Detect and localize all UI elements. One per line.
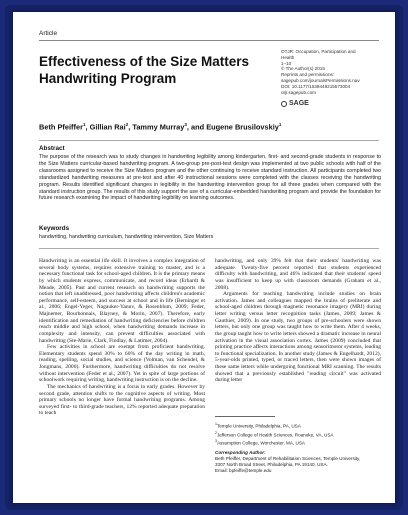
journal-line: © The Author(s) 2015	[281, 66, 325, 72]
body-paragraph: Few activities in school are exempt from proficient handwriting. Elementary students spend 30% to 60% of the day writing in math, reading, spelling, social studies, and science (Volman, van Schendel, & Jongmans, 2006). Furthermore, handwriting difficulties do not resolve without intervention (Feder et al., 2007). Yet in spite of large portions of schoolwork requiring writing, handwriting instruction is on the decline.	[39, 344, 205, 384]
correspondence-heading: Corresponding Author:	[215, 449, 266, 455]
body-paragraph: Arguments for teaching handwriting include studies on brain activation. James and colleagues mapped the brains of preliterate and school-aged children through magnetic resonance imagery (MRI) during letter writing versus letter recognition tasks (James, 2009; James & Gauthier, 2009). In one study, two groups of pre-schoolers were shown letters, but only one group was taught how to write them. After 4 weeks, the group taught how to write letters showed a dramatic increase in neural activation in the visual association cortex. James (2009) concluded that printing practice affects interactions among sensorimotor systems, leading to functional specialization. In another study (James & Engelhardt, 2012), 5-year-olds printed, typed, or traced letters, then were shown images of these same letters while undergoing functional MRI scanning. The results showed that a previously established "reading circuit" was activated during letter	[215, 291, 381, 384]
journal-line: Health	[281, 54, 295, 60]
keywords-heading: Keywords	[39, 225, 70, 232]
author-list: Beth Pfeiffer$^1$, Gillian Rai$^2$, Tammy Murray$^3$, and Eugene Brusilovskiy$^1$	[39, 122, 282, 132]
affiliation-line: $^3$Assumption College, Worchester, MA, USA	[215, 439, 305, 446]
author-affiliation-mark: 1	[278, 122, 282, 127]
author-affiliation-mark: 3	[184, 122, 187, 127]
article-title	[39, 54, 269, 87]
journal-line: sagepub.com/journalsPermissions.nav	[281, 77, 360, 83]
journal-info	[281, 49, 391, 95]
journal-line: Reprints and permissions:	[281, 72, 335, 78]
author-name: Tammy Murray	[132, 122, 185, 132]
sage-logo	[281, 100, 309, 107]
body-rule	[39, 248, 379, 249]
affiliation-line: $^2$Jefferson College of Health Sciences, Roanoke, VA, USA	[215, 430, 334, 438]
author-name: Gillian Rai	[89, 122, 126, 132]
abstract-heading: Abstract	[39, 145, 65, 152]
journal-line: DOI: 10.1177/1539449215573004	[281, 83, 351, 89]
correspondence-line: Beth Pfeiffer, Department of Rehabilitation Sciences, Temple University,	[215, 455, 361, 461]
abstract-rule	[39, 140, 379, 141]
correspondence-line: 3307 North Broad Street, Philadelphia, PA 19140, USA.	[215, 462, 328, 468]
keywords-text: handwriting, handwriting curriculum, handwriting intervention, Size Matters	[39, 234, 214, 240]
title-line: Handwriting Program	[39, 70, 177, 86]
body-paragraph: The mechanics of handwriting is a focus in early grades. However by second grade, attention shifts to the cognitive aspects of writing. Most primary schools no longer have formal handwriting programs. Among surveyed first- to third-grade teachers, 12% reported adequate preparation to teach	[39, 383, 205, 417]
footnote-rule	[215, 416, 275, 417]
author-affiliation-mark: 2	[125, 122, 129, 127]
author-affiliation-mark: 1	[82, 122, 86, 127]
sage-logo-text: SAGE	[289, 100, 309, 107]
abstract-text: The purpose of the research was to study changes in handwriting legibility among kindergarten, first- and second-grade students in response to the Size Matters curricular-based handwriting program. A two-group pre-post-test design was implemented at two public schools with half of the classrooms assigned to receive the Size Matters program and the other continuing to receive standard instruction. All participants completed two standardized handwriting measures at pre-test and after 40 instructional sessions were completed with the classes receiving the handwriting program. Results identified significant changes in legibility in the handwriting intervention group for all three grades when compared with the standard instruction group. The results of this study support the use of a curricular-embedded handwriting program and provide the foundation for future research examining the impact of handwriting legibility on learning outcomes.	[39, 154, 381, 202]
body-paragraph: handwriting, and only 39% felt that their students' handwriting was adequate. Twenty-five percent reported that students experienced difficulty with handwriting, and 46% indicated that their students' speed was insufficient to keep up with classroom demands (Graham et al., 2008).	[215, 258, 381, 291]
journal-line: 1–10	[281, 60, 292, 66]
journal-line: OTJR: Occupation, Participation and	[281, 49, 356, 54]
body-column-right	[215, 258, 381, 384]
body-column-left	[39, 258, 205, 417]
journal-line[interactable]: otjr.sagepub.com	[281, 89, 316, 95]
article-page	[13, 12, 395, 503]
correspondence-email[interactable]: Email: bpfeiffe@temple.edu	[215, 468, 272, 474]
footnotes	[215, 421, 381, 474]
article-type-label: Article	[39, 30, 58, 37]
correspondence-block	[215, 450, 381, 474]
body-paragraph: Handwriting is an essential life skill. It involves a complex integration of several body systems, requires extensive training to master, and is a necessary functional task for school-aged children. It is the primary means by which students express, communicate, and record ideas (Erhardt & Meade, 2005). Past and current research on handwriting supports the notion that left unaddressed, poor handwriting affects children's academic performance, self-esteem, and success at school and in life (Berninger et al., 2006; Engel-Yeger, Nagauker-Yanuv, & Rosenblum, 2009; Feder, Majnemer, Bourbonnais, Blayney, & Morin, 2007). Therefore, early identification and remediation of handwriting deficiencies before children reach middle and high school, when handwriting demands increase in complexity and intensity, can prevent difficulties associated with handwriting (Ste-Marie, Clark, Findlay, & Latimer, 2004).	[39, 258, 205, 344]
title-line: Effectiveness of the Size Matters	[39, 54, 250, 69]
author-name: and Eugene Brusilovskiy	[191, 122, 279, 132]
author-name: Beth Pfeiffer	[39, 122, 83, 132]
affiliation-line: $^1$Temple University, Philadelphia, PA, USA	[215, 422, 301, 429]
sage-logo-icon	[281, 101, 287, 107]
header-rule	[39, 40, 379, 41]
